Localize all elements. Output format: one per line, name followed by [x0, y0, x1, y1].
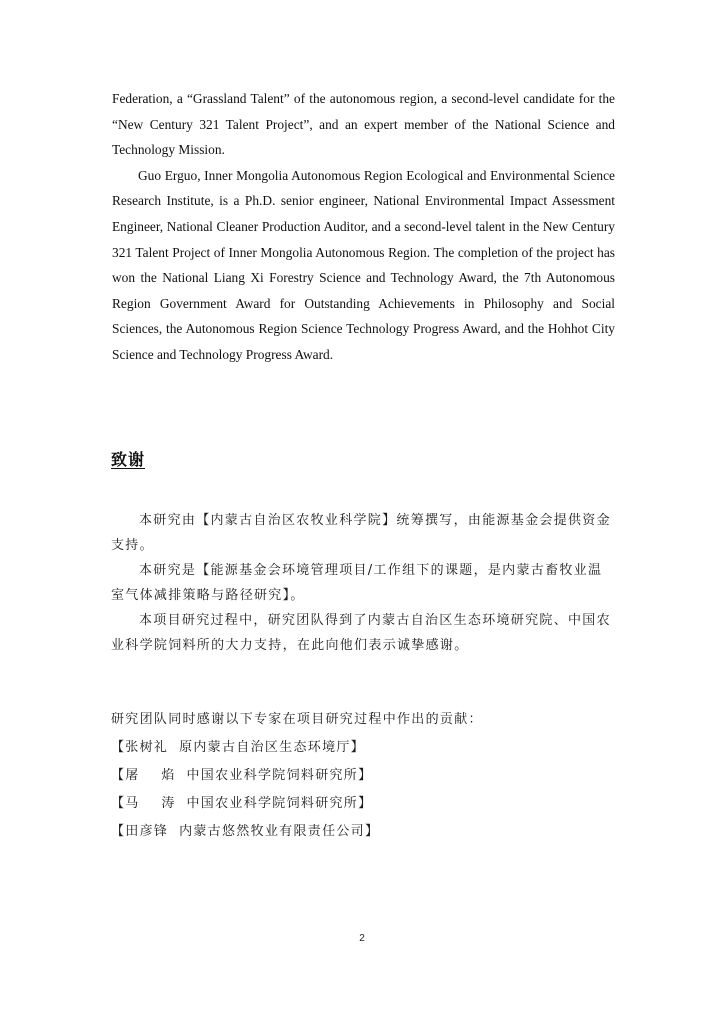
acknowledgement-paragraph-project: 本研究是【能源基金会环境管理项目/工作组下的课题，是内蒙古畜牧业温室气体减排策略与路径研究】。: [111, 563, 603, 603]
expert-thanks-intro: 研究团队同时感谢以下专家在项目研究过程中作出的贡献：: [111, 712, 483, 727]
page-number: 2: [359, 933, 365, 944]
acknowledgements-heading: 致谢: [111, 450, 146, 469]
expert-list-item: 【张树礼 原内蒙古自治区生态环境厅】: [111, 740, 365, 755]
expert-list-item: 【田彦锋 内蒙古悠然牧业有限责任公司】: [111, 824, 380, 839]
english-text-block: [112, 86, 615, 368]
english-paragraph-guo-erguo: Guo Erguo, Inner Mongolia Autonomous Region Ecological and Environmental Science Research Institute, is a Ph.D. senior engineer, National Environmental Impact Assessment Engineer, National Cleaner Production Auditor, and a second-level talent in the New Century 321 Talent Project of Inner Mongolia Autonomous Region. The completion of the project has won the National Liang Xi Forestry Science and Technology Award, the 7th Autonomous Region Government Award for Outstanding Achievements in Philosophy and Social Sciences, the Autonomous Region Science Technology Progress Award, and the Hohhot City Science and Technology Progress Award.: [112, 167, 615, 362]
expert-list-item: 【屠 焰 中国农业科学院饲料研究所】: [111, 768, 373, 783]
acknowledgements-body: [111, 508, 616, 658]
acknowledgement-paragraph-authorship: 本研究由【内蒙古自治区农牧业科学院】统筹撰写，由能源基金会提供资金支持。: [111, 513, 611, 553]
expert-list-item: 【马 涛 中国农业科学院饲料研究所】: [111, 796, 373, 811]
acknowledgement-paragraph-support: 本项目研究过程中，研究团队得到了内蒙古自治区生态环境研究院、中国农业科学院饲料所的大力支持，在此向他们表示诚挚感谢。: [111, 613, 611, 653]
english-paragraph-continued: Federation, a “Grassland Talent” of the autonomous region, a second-level candidate for the “New Century 321 Talent Project”, and an expert member of the National Science and Technology Mission.: [112, 91, 615, 158]
expert-thanks-list: [111, 706, 616, 846]
